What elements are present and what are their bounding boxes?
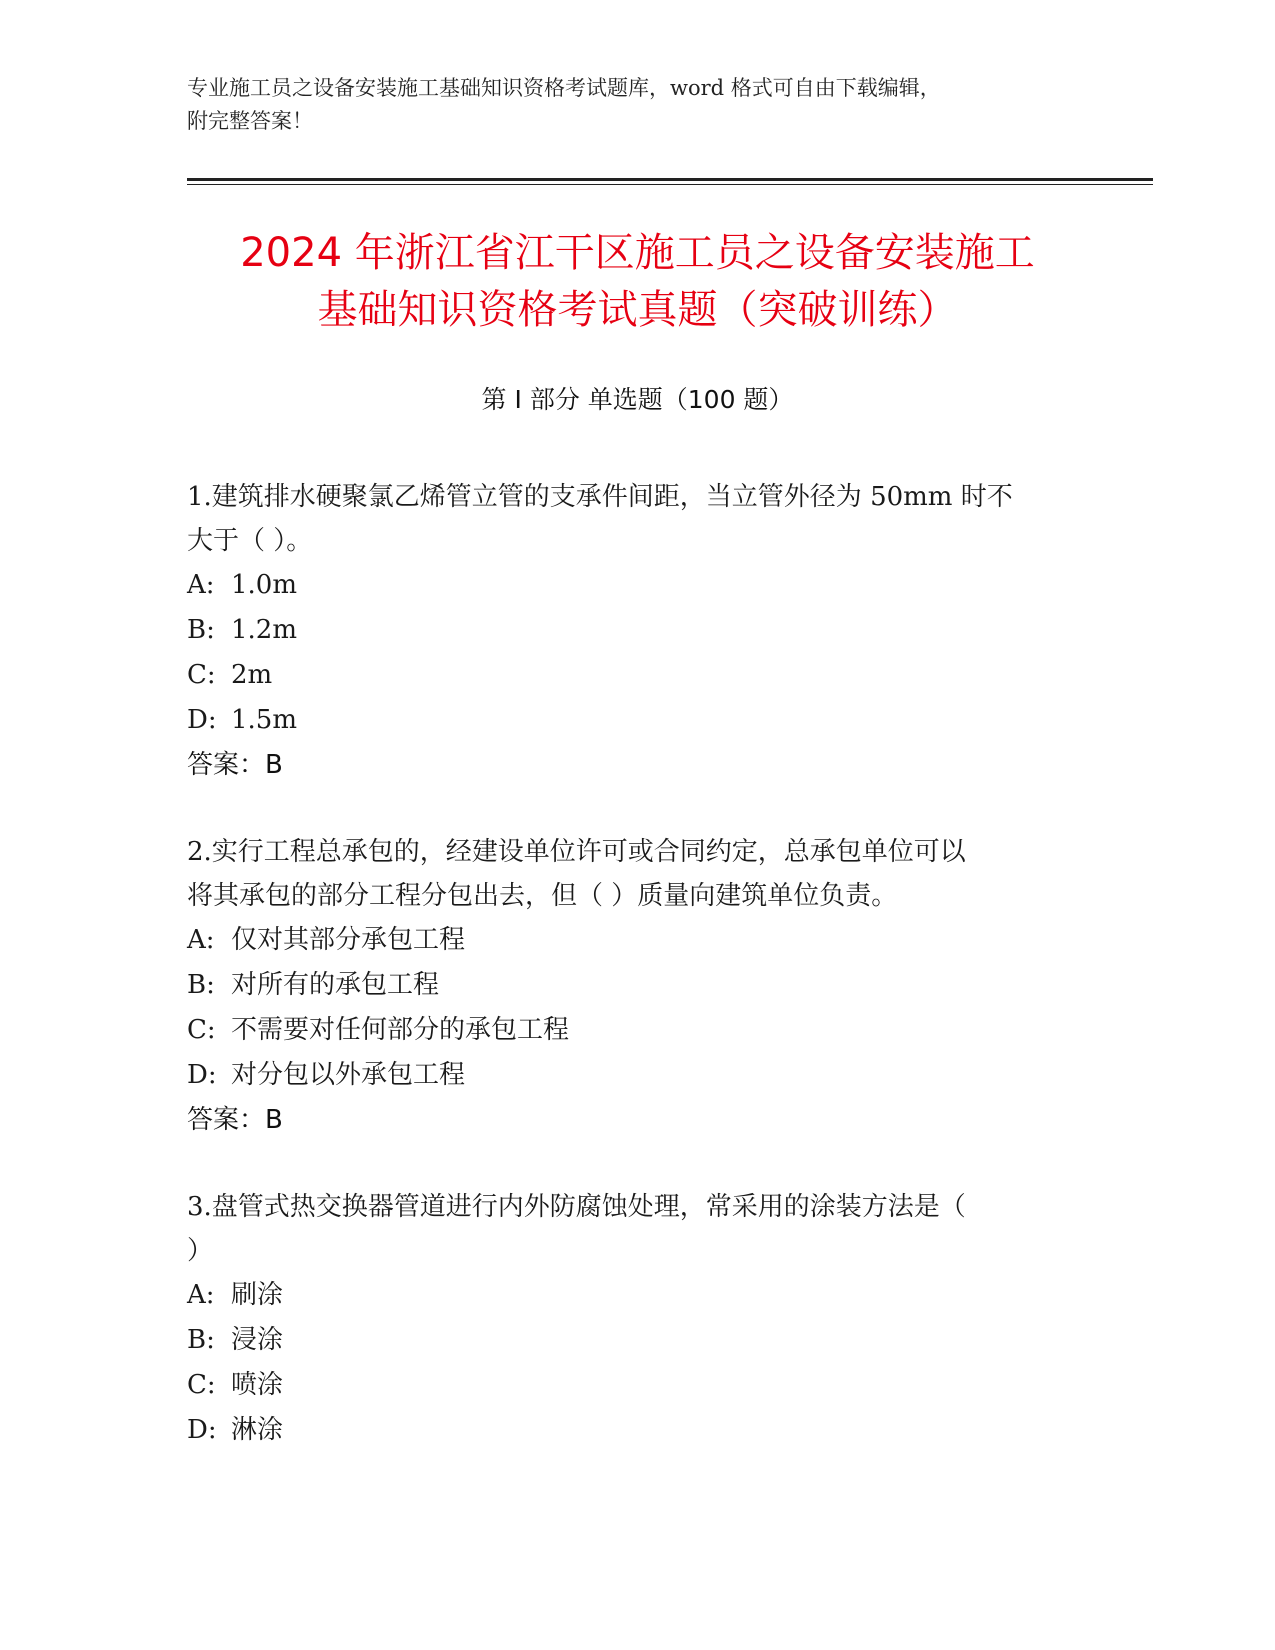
option-letter: B:: [187, 970, 215, 1000]
option-b: [187, 1318, 1087, 1363]
option-letter: C:: [187, 1015, 216, 1045]
option-letter: D:: [187, 705, 217, 735]
question-stem: 3.盘管式热交换器管道进行内外防腐蚀处理，常采用的涂装方法是（ ）: [187, 1192, 966, 1266]
option-b: [187, 608, 1087, 653]
document-title: 2024 年浙江省江干区施工员之设备安装施工 基础知识资格考试真题（突破训练）: [240, 230, 1035, 333]
header-divider-thin: [187, 184, 1153, 185]
option-d: [187, 1053, 1087, 1098]
header-divider-thick: [187, 178, 1153, 181]
option-text: 对所有的承包工程: [231, 970, 440, 1000]
question-1: [187, 475, 1087, 788]
section-title: 第 I 部分 单选题（100 题）: [481, 385, 794, 414]
header-note: 专业施工员之设备安装施工基础知识资格考试题库，word 格式可自由下载编辑， 附完整答案！: [187, 76, 941, 133]
option-text: 对分包以外承包工程: [231, 1060, 466, 1090]
option-letter: D:: [187, 1060, 217, 1090]
option-c: [187, 1363, 1087, 1408]
option-text: 浸涂: [231, 1325, 284, 1355]
option-text: 1.2m: [231, 615, 298, 645]
option-letter: B:: [187, 1325, 215, 1355]
question-stem: 2.实行工程总承包的，经建设单位许可或合同约定，总承包单位可以 将其承包的部分工程分包出去，但（ ）质量向建筑单位负责。: [187, 837, 966, 911]
option-letter: A:: [187, 1280, 215, 1310]
option-text: 不需要对任何部分的承包工程: [231, 1015, 570, 1045]
option-a: [187, 918, 1087, 963]
option-text: 1.0m: [231, 570, 298, 600]
option-d: [187, 1408, 1087, 1453]
option-c: [187, 1008, 1087, 1053]
question-2: [187, 830, 1087, 1143]
question-list: [187, 475, 1087, 1495]
answer-line: 答案：B: [187, 1105, 283, 1135]
question-3: [187, 1185, 1087, 1453]
option-b: [187, 963, 1087, 1008]
option-text: 仅对其部分承包工程: [231, 925, 466, 955]
option-letter: A:: [187, 570, 215, 600]
option-letter: D:: [187, 1415, 217, 1445]
option-text: 喷涂: [231, 1370, 284, 1400]
option-c: [187, 653, 1087, 698]
option-a: [187, 563, 1087, 608]
option-letter: C:: [187, 1370, 216, 1400]
option-letter: B:: [187, 615, 215, 645]
option-d: [187, 698, 1087, 743]
option-letter: C:: [187, 660, 216, 690]
option-text: 淋涂: [231, 1415, 284, 1445]
option-text: 1.5m: [231, 705, 298, 735]
option-text: 2m: [231, 660, 273, 690]
option-text: 刷涂: [231, 1280, 284, 1310]
option-a: [187, 1273, 1087, 1318]
answer-line: 答案：B: [187, 750, 283, 780]
option-letter: A:: [187, 925, 215, 955]
question-stem: 1.建筑排水硬聚氯乙烯管立管的支承件间距，当立管外径为 50mm 时不 大于（ ）。: [187, 482, 1013, 556]
